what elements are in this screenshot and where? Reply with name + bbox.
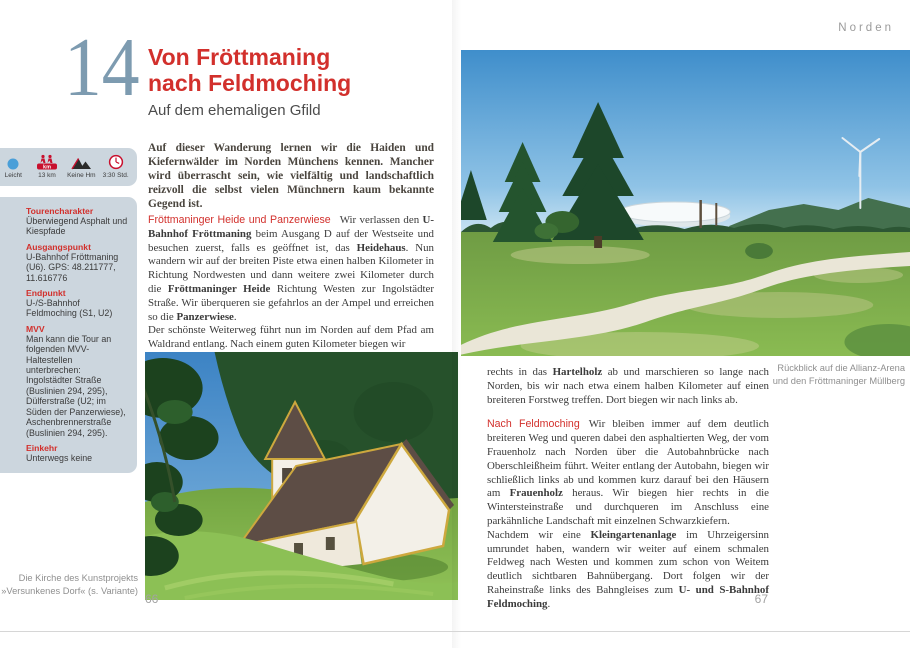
page-bottom-edge <box>0 631 910 632</box>
left-body-text <box>148 214 434 352</box>
difficulty-dot-icon <box>7 155 19 170</box>
sidebar-text-tourencharakter: Überwiegend Asphalt und Kiespfade <box>26 216 128 237</box>
route-paragraph: Nachdem wir eine Kleingartenanlage im Uhrzeigersinn umrundet haben, wandern wir weiter auf einem schmalen Feldweg nach Westen und kommen zum schon von Weitem deutlich sichtbaren Bahnübergang. Dort folgen wir der Raheinstraße links des Bahngleises zum U- und S-Bahnhof Feldmoching. <box>487 528 769 610</box>
church-photo <box>145 352 458 600</box>
tour-title-line1: Von Fröttmaning <box>148 44 331 70</box>
tour-title <box>148 44 351 96</box>
sidebar-text-ausgangspunkt: U-Bahnhof Fröttmaning (U6). GPS: 48.211777, 11.616776 <box>26 251 119 283</box>
page-number-left: 66 <box>145 592 159 606</box>
duration-badge <box>102 155 129 179</box>
elevation-badge <box>67 155 95 179</box>
difficulty-label: Leicht <box>4 172 22 179</box>
sidebar-heading-ausgangspunkt: Ausgangspunkt <box>26 241 91 252</box>
sidebar-heading-einkehr: Einkehr <box>26 442 58 453</box>
elevation-label: Keine Hm <box>67 172 96 179</box>
caption-line: Rückblick auf die Allianz-Arena <box>777 363 905 373</box>
difficulty-badge <box>0 155 27 179</box>
intro-paragraph: Auf dieser Wanderung lernen wir die Haiden und Kiefernwälder im Norden Münchens kennen. Mancher wird überrascht sein, wie vielfältig und landschaftlich reizvoll die selbst vielen Münchnern kaum bekannte Gegend ist. <box>148 142 434 210</box>
distance-label: 13 km <box>38 172 56 179</box>
section-header: Norden <box>838 22 894 34</box>
tour-title-line2: nach Feldmoching <box>148 70 352 96</box>
landscape-photo-caption <box>773 362 905 388</box>
elevation-icon <box>70 155 92 170</box>
route-paragraph: Nach Feldmoching Wir bleiben immer auf dem deutlich breiteren Weg und queren dabei den asphaltierten Weg, der vom Frauenholz nach Norden über die Autobahnbrücke nach Oberschleißheim führt. Weiter entlang der Autobahn, biegen wir schließlich links ab und kommen kurz darauf bei den Häusern am Frauenholz heraus. Wir biegen hier rechts in die Wintersteinstraße und durchqueren im Anschluss eine parkähnliche Landschaft mit einzelnen Schwarzkiefern. <box>487 418 769 527</box>
sidebar-heading-tourencharakter: Tourencharakter <box>26 206 94 216</box>
hiker-distance-icon <box>36 155 58 170</box>
page-number-right: 67 <box>754 592 768 606</box>
caption-line: »Versunkenes Dorf« (s. Variante) <box>1 586 138 596</box>
tour-facts-sidebar <box>0 197 137 473</box>
duration-label: 3:30 Std. <box>102 172 129 179</box>
route-paragraph: rechts in das Hartelholz ab und marschieren so lange nach Norden, bis wir nach etwa einem halben Kilometer auf einen breiteren Forstweg treffen. Dort biegen wir nach links ab. <box>487 366 769 406</box>
duration-clock-icon <box>108 155 124 170</box>
church-photo-caption <box>1 572 138 598</box>
caption-line: Die Kirche des Kunstprojekts <box>18 573 138 583</box>
sidebar-text-endpunkt: U-/S-Bahnhof Feldmoching (S1, U2) <box>26 298 113 319</box>
tour-number: 14 <box>64 21 140 114</box>
caption-line: und den Fröttmaninger Müllberg <box>772 376 905 386</box>
distance-badge <box>34 155 61 179</box>
page-gutter-shadow <box>452 0 461 648</box>
tour-info-box <box>0 148 137 186</box>
route-paragraph: Der schönste Weiterweg führt nun im Norden auf dem Pfad am Waldrand entlang. Nach einem guten Kilometer biegen wir <box>148 324 434 351</box>
svg-text:km: km <box>43 164 51 170</box>
landscape-photo <box>461 50 910 356</box>
right-body-text <box>487 366 769 612</box>
sidebar-text-einkehr: Unterwegs keine <box>26 452 93 463</box>
tour-subtitle: Auf dem ehemaligen Gfild <box>148 102 321 119</box>
route-paragraph: Fröttmaninger Heide und Panzerwiese Wir verlassen den U-Bahnhof Fröttmaning beim Ausgang D auf der Westseite und besuchen zuerst, falls es geöffnet ist, das Heidehaus. Nun wandern wir auf der breiten Piste etwa einen halben Kilometer in Richtung Nordwesten und dann weitere zwei Kilometer durch die Fröttmaninger Heide Richtung Westen zur Ingolstädter Straße. Wir überqueren sie gefahrlos an der Ampel und erreichen so die Panzerwiese. <box>148 214 435 323</box>
sidebar-heading-mvv: MVV <box>26 323 45 334</box>
sidebar-heading-endpunkt: Endpunkt <box>26 288 66 299</box>
sidebar-text-mvv: Man kann die Tour an folgenden MVV-Haltestellen unterbrechen: Ingolstädter Straße (Buslinien 294, 295), Dülferstraße (U2; im Süden der Panzerwiese), Aschenbrennerstraße (Buslinien 294, 295). <box>26 333 126 438</box>
